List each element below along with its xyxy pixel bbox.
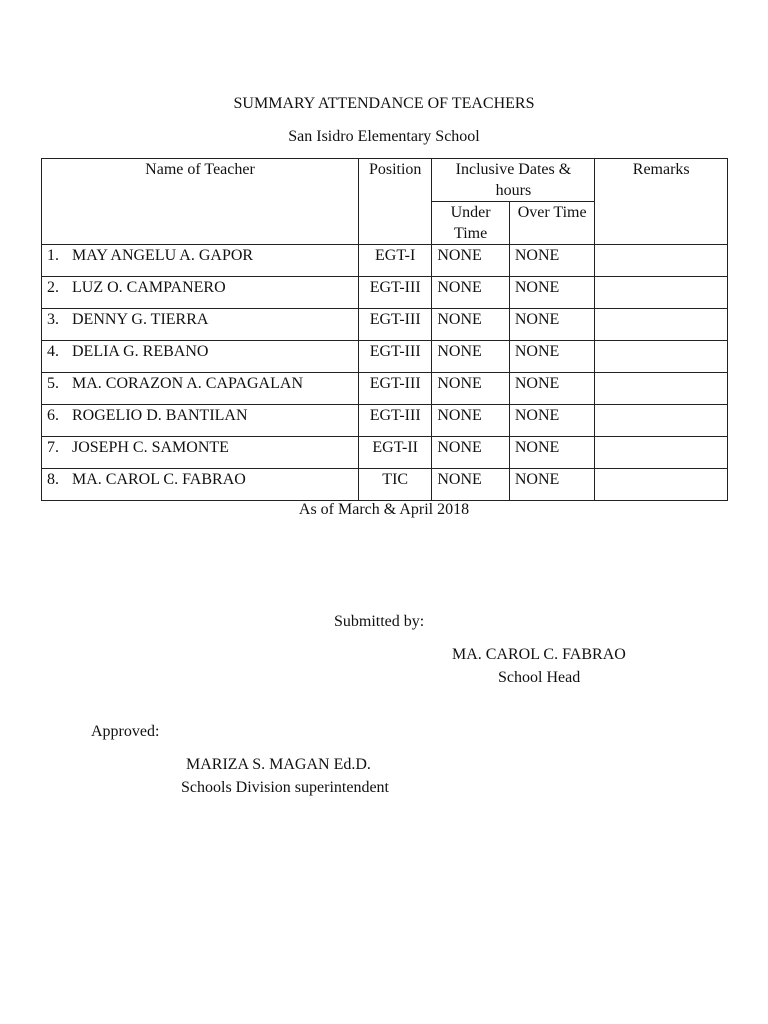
under-time-cell: NONE — [432, 405, 509, 437]
over-time-cell: NONE — [509, 437, 595, 469]
row-number: 1. — [47, 247, 59, 264]
position-cell: EGT-III — [359, 309, 432, 341]
header-remarks: Remarks — [595, 159, 728, 245]
row-number: 4. — [47, 343, 59, 360]
teacher-name: MAY ANGELU A. GAPOR — [72, 247, 254, 264]
approver-title: Schools Division superintendent — [181, 779, 389, 796]
table-row — [42, 405, 728, 437]
teacher-name-cell — [42, 437, 359, 469]
teacher-name-cell — [42, 405, 359, 437]
over-time-cell: NONE — [509, 405, 595, 437]
document-title: SUMMARY ATTENDANCE OF TEACHERS — [233, 95, 535, 112]
table-row — [42, 341, 728, 373]
teacher-name: LUZ O. CAMPANERO — [72, 279, 226, 296]
table-row — [42, 277, 728, 309]
over-time-cell: NONE — [509, 309, 595, 341]
over-time-cell: NONE — [509, 341, 595, 373]
over-time-cell: NONE — [509, 245, 595, 277]
remarks-cell — [595, 469, 728, 501]
position-cell: EGT-III — [359, 277, 432, 309]
teacher-name: JOSEPH C. SAMONTE — [72, 439, 229, 456]
teacher-name: MA. CAROL C. FABRAO — [72, 471, 246, 488]
under-time-cell: NONE — [432, 469, 509, 501]
remarks-cell — [595, 405, 728, 437]
position-cell: EGT-II — [359, 437, 432, 469]
approved-label: Approved: — [91, 723, 160, 740]
submitter-title: School Head — [498, 669, 581, 686]
header-over-time: Over Time — [509, 202, 595, 245]
submitter-name: MA. CAROL C. FABRAO — [452, 646, 626, 663]
teacher-name-cell — [42, 373, 359, 405]
remarks-cell — [595, 437, 728, 469]
remarks-cell — [595, 309, 728, 341]
position-cell: EGT-III — [359, 341, 432, 373]
row-number: 3. — [47, 311, 59, 328]
table-body — [42, 245, 728, 501]
submitted-by-label: Submitted by: — [334, 613, 425, 630]
position-cell: TIC — [359, 469, 432, 501]
remarks-cell — [595, 373, 728, 405]
table-row — [42, 245, 728, 277]
as-of-date: As of March & April 2018 — [298, 501, 470, 518]
table-row — [42, 469, 728, 501]
row-number: 7. — [47, 439, 59, 456]
over-time-cell: NONE — [509, 373, 595, 405]
header-name-of-teacher: Name of Teacher — [42, 159, 359, 245]
teacher-name: DENNY G. TIERRA — [72, 311, 209, 328]
position-cell: EGT-I — [359, 245, 432, 277]
over-time-cell: NONE — [509, 469, 595, 501]
over-time-cell: NONE — [509, 277, 595, 309]
row-number: 5. — [47, 375, 59, 392]
position-cell: EGT-III — [359, 373, 432, 405]
school-name: San Isidro Elementary School — [288, 128, 480, 145]
remarks-cell — [595, 245, 728, 277]
header-inclusive-dates: Inclusive Dates & hours — [432, 159, 595, 202]
teacher-name-cell — [42, 309, 359, 341]
header-under-time: Under Time — [432, 202, 509, 245]
under-time-cell: NONE — [432, 373, 509, 405]
row-number: 2. — [47, 279, 59, 296]
table-row — [42, 373, 728, 405]
under-time-cell: NONE — [432, 341, 509, 373]
under-time-cell: NONE — [432, 277, 509, 309]
teacher-name-cell — [42, 469, 359, 501]
remarks-cell — [595, 277, 728, 309]
teacher-name: DELIA G. REBANO — [72, 343, 209, 360]
teacher-name: ROGELIO D. BANTILAN — [72, 407, 248, 424]
teacher-name-cell — [42, 245, 359, 277]
table-row — [42, 437, 728, 469]
row-number: 8. — [47, 471, 59, 488]
teacher-name-cell — [42, 277, 359, 309]
under-time-cell: NONE — [432, 245, 509, 277]
attendance-table — [41, 158, 728, 501]
teacher-name: MA. CORAZON A. CAPAGALAN — [72, 375, 303, 392]
position-cell: EGT-III — [359, 405, 432, 437]
under-time-cell: NONE — [432, 437, 509, 469]
under-time-cell: NONE — [432, 309, 509, 341]
header-position: Position — [359, 159, 432, 245]
remarks-cell — [595, 341, 728, 373]
row-number: 6. — [47, 407, 59, 424]
table-row — [42, 309, 728, 341]
teacher-name-cell — [42, 341, 359, 373]
approver-name: MARIZA S. MAGAN Ed.D. — [186, 756, 371, 773]
